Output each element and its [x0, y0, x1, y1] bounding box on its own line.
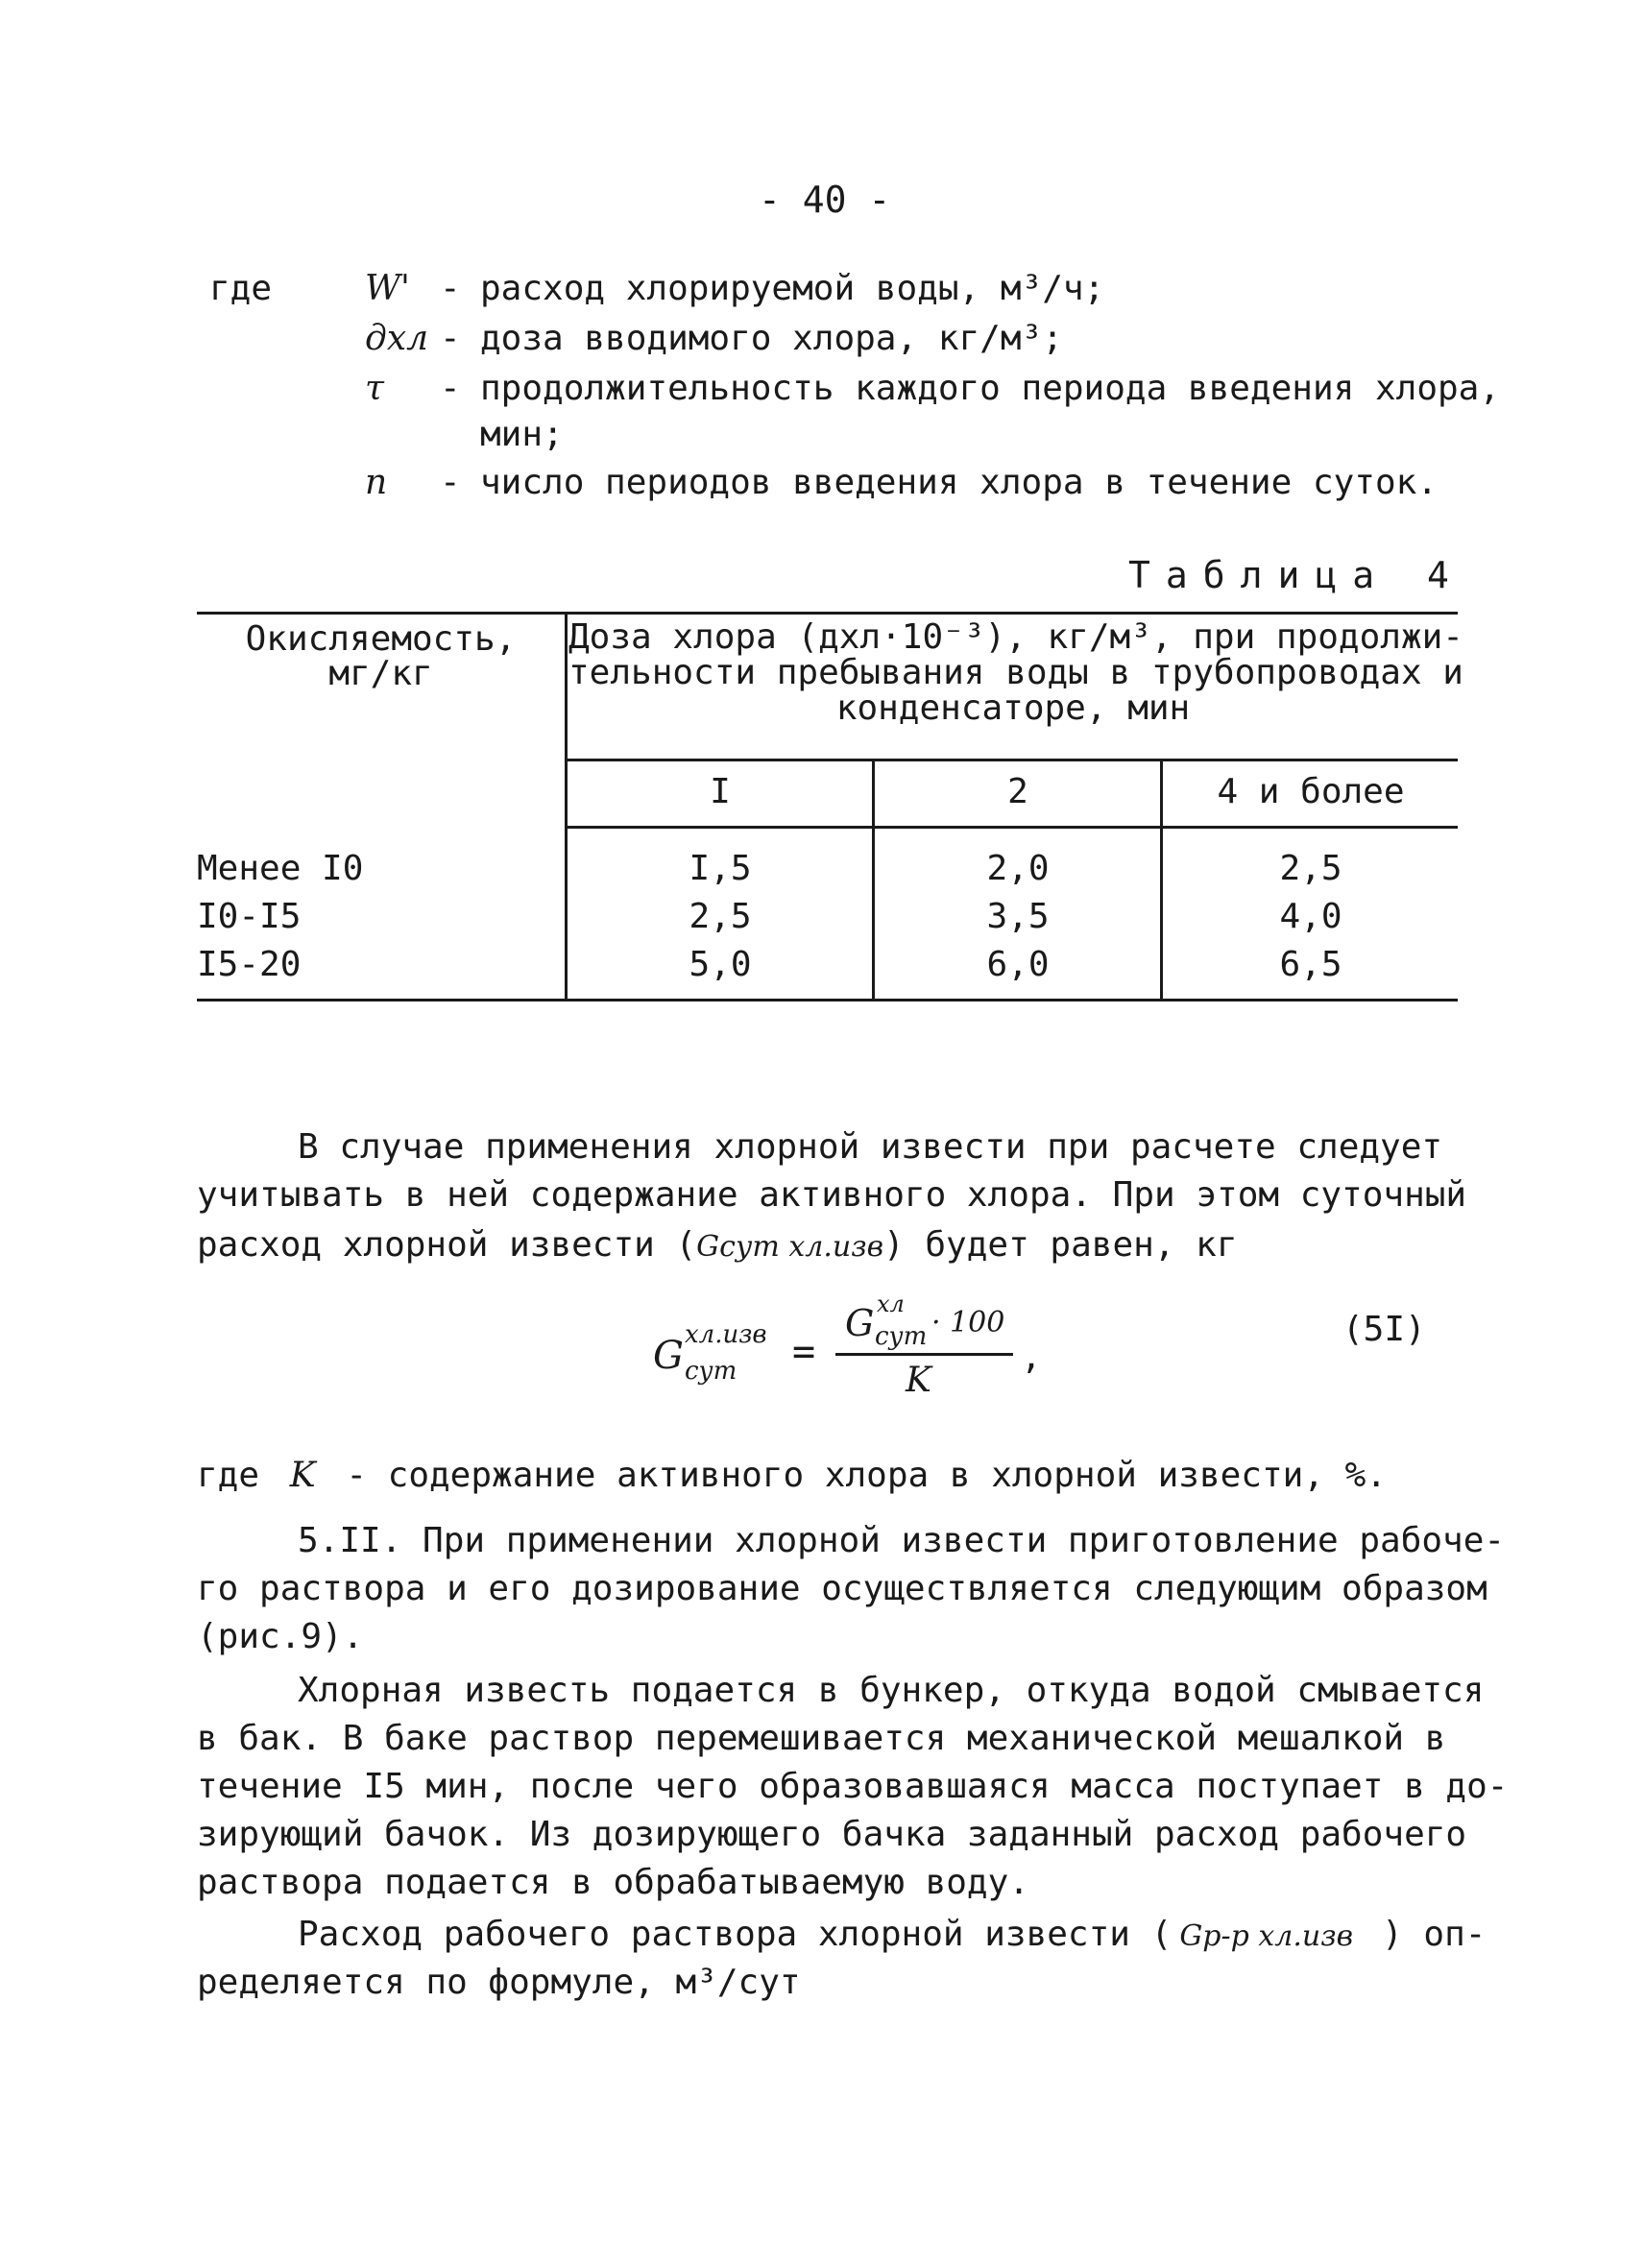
inline-symbol: Gр-р хл.изв — [1179, 1919, 1354, 1953]
where-k-text: - содержание активного хлора в хлорной извести, %. — [346, 1456, 1388, 1495]
formula-num-tail: · 100 — [931, 1306, 1005, 1339]
table-header-bottom-rule — [567, 826, 1458, 829]
paragraph-line: течение I5 мин, после чего образовавшаяся масса поступает в до- — [197, 1767, 1509, 1806]
header-line: Доза хлора (дхл·10⁻³), кг/м³, при продолжи- — [568, 617, 1463, 657]
paragraph-line: учитывать в ней содержание активного хлора. При этом суточный — [197, 1175, 1467, 1215]
paragraph-line: (рис.9). — [197, 1617, 364, 1656]
table-caption: Таблица 4 — [1128, 554, 1464, 596]
definition-dash: - — [440, 369, 461, 408]
paragraph-line: 5.II. При применении хлорной извести приготовление рабоче- — [298, 1521, 1506, 1560]
formula-denominator: K — [906, 1361, 931, 1400]
table-subheader-rule — [567, 759, 1458, 761]
paragraph-line: го раствора и его дозирование осуществляется следующим образом — [197, 1569, 1487, 1608]
table-col-divider — [1160, 759, 1163, 1001]
table-header-dose — [568, 617, 1463, 728]
definition-symbol: дхл — [365, 319, 429, 358]
formula-51 — [648, 1291, 1052, 1407]
formula-comma: , — [1021, 1338, 1042, 1377]
header-line: Окисляемость, — [245, 619, 517, 659]
definition-text: расход хлорируемой воды, м³/ч; — [480, 269, 1105, 308]
inline-symbol: Gсут хл.изв — [696, 1230, 884, 1264]
definition-symbol: τ — [365, 369, 384, 408]
formula-num-sub: сут — [875, 1322, 928, 1351]
table-col-divider — [872, 759, 875, 1001]
paragraph-line: раствора подается в обрабатываемую воду. — [197, 1863, 1029, 1902]
text-fragment: расход хлорной извести ( — [197, 1225, 697, 1265]
header-line: тельности пребывания воды в трубопроводах и — [568, 653, 1463, 692]
text-fragment: Расход рабочего раствора хлорной извести ( — [298, 1915, 1173, 1954]
formula-equals: = — [792, 1330, 816, 1374]
table-col-divider — [565, 612, 568, 1001]
table-bottom-rule — [197, 999, 1458, 1001]
where-k-line — [197, 1452, 1387, 1500]
paragraph-line: В случае применения хлорной извести при расчете следует — [298, 1127, 1443, 1167]
text-fragment: ) оп- — [1382, 1915, 1487, 1954]
table-cell: 2,5 — [689, 897, 752, 936]
definition-text: число периодов введения хлора в течение суток. — [480, 463, 1438, 502]
table-row-label: I0-I5 — [197, 897, 302, 936]
table-subheader: 4 и более — [1217, 772, 1405, 811]
table-cell: 4,0 — [1279, 897, 1342, 936]
definition-text: доза вводимого хлора, кг/м³; — [480, 319, 1063, 358]
table-row-label: Менее I0 — [197, 849, 364, 888]
table-row-label: I5-20 — [197, 945, 302, 984]
paragraph-line: зирующий бачок. Из дозирующего бачка заданный расход рабочего — [197, 1815, 1467, 1854]
table-cell: 2,5 — [1279, 849, 1342, 888]
table-header-oxidizability — [197, 619, 565, 693]
table-cell: 3,5 — [986, 897, 1050, 936]
table-cell: 2,0 — [986, 849, 1050, 888]
formula-number: (5I) — [1342, 1310, 1426, 1349]
page-number: - 40 - — [759, 179, 891, 221]
table-top-rule — [197, 612, 1458, 615]
definition-symbol: W' — [365, 269, 410, 308]
paragraph-line — [197, 1221, 1238, 1271]
table-cell: 5,0 — [689, 945, 752, 984]
where-label: где — [197, 1456, 260, 1495]
formula-lhs-sup: хл.изв — [685, 1320, 767, 1349]
table-subheader: 2 — [1007, 772, 1028, 811]
definition-dash: - — [440, 463, 461, 502]
formula-lhs-sub: сут — [685, 1357, 737, 1386]
definition-text: продолжительность каждого периода введения хлора, — [480, 369, 1501, 408]
paragraph-line — [298, 1911, 1486, 1961]
paragraph-line: ределяется по формуле, м³/сут — [197, 1963, 801, 2002]
table-cell: 6,5 — [1279, 945, 1342, 984]
where-label: где — [209, 269, 273, 308]
definition-dash: - — [440, 319, 461, 358]
paragraph-line: в бак. В баке раствор перемешивается механической мешалкой в — [197, 1719, 1446, 1758]
table-subheader: I — [710, 772, 731, 811]
header-line: мг/кг — [328, 654, 433, 693]
header-line: конденсаторе, мин — [835, 688, 1191, 728]
definition-dash: - — [440, 269, 461, 308]
formula-lhs: G — [653, 1334, 684, 1378]
k-symbol: K — [289, 1456, 316, 1495]
table-cell: I,5 — [689, 849, 752, 888]
formula-num-sup: хл — [877, 1291, 905, 1317]
formula-numerator: G — [845, 1302, 875, 1344]
definition-symbol: n — [365, 463, 388, 502]
text-fragment: ) будет равен, кг — [883, 1225, 1238, 1265]
fraction-bar — [835, 1353, 1013, 1356]
table-cell: 6,0 — [986, 945, 1050, 984]
paragraph-line: Хлорная известь подается в бункер, откуда водой смывается — [298, 1671, 1485, 1710]
definition-text: мин; — [480, 415, 564, 454]
